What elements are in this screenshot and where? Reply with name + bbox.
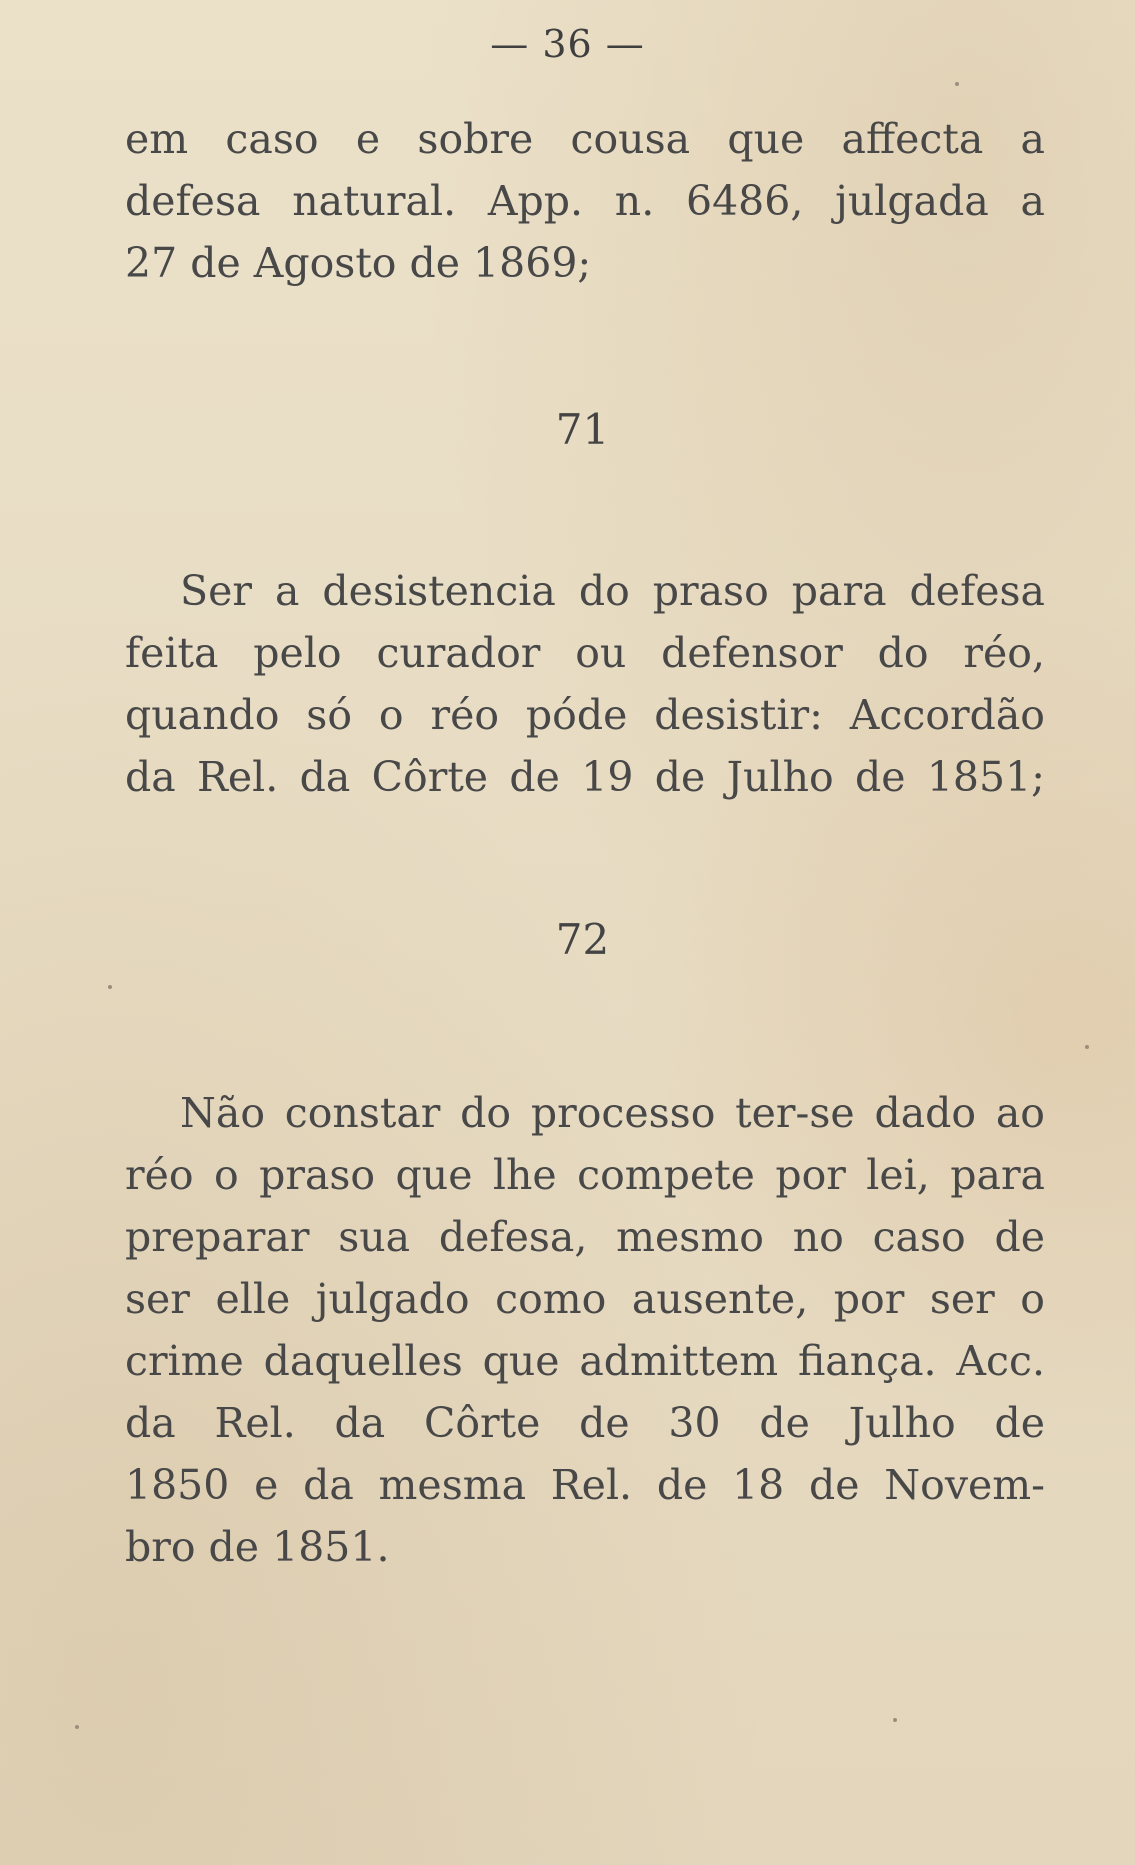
text-line: réo o praso que lhe compete por lei, para [125,1151,1045,1199]
text-line: preparar sua defesa, mesmo no caso de [125,1213,1045,1261]
text-line: crime daquelles que admittem fiança. Acc. [125,1337,1045,1385]
paper-speck [1085,1045,1089,1049]
section-71-paragraph [125,560,1045,808]
section-number-71: 71 [555,405,610,454]
page-number-header: — 36 — [490,22,645,66]
continuation-paragraph [125,108,1045,294]
paper-speck [955,82,959,86]
text-line: quando só o réo póde desistir: Accordão [125,691,1045,739]
paper-speck [108,985,112,989]
text-line: Ser a desistencia do praso para defesa [180,567,1045,615]
text-line: da Rel. da Côrte de 30 de Julho de [125,1399,1045,1447]
section-72-paragraph [125,1082,1045,1578]
paper-speck [893,1718,897,1722]
text-line: bro de 1851. [125,1523,390,1571]
paper-speck [75,1725,79,1729]
text-line: ser elle julgado como ausente, por ser o [125,1275,1045,1323]
text-line: em caso e sobre cousa que affecta a [125,115,1045,163]
section-number-72: 72 [555,915,610,964]
text-line: defesa natural. App. n. 6486, julgada a [125,177,1045,225]
text-line: 1850 e da mesma Rel. de 18 de Novem- [125,1461,1045,1509]
text-line: Não constar do processo ter-se dado ao [180,1089,1045,1137]
text-line: feita pelo curador ou defensor do réo, [125,629,1045,677]
text-line: 27 de Agosto de 1869; [125,239,592,287]
text-line: da Rel. da Côrte de 19 de Julho de 1851; [125,753,1045,801]
